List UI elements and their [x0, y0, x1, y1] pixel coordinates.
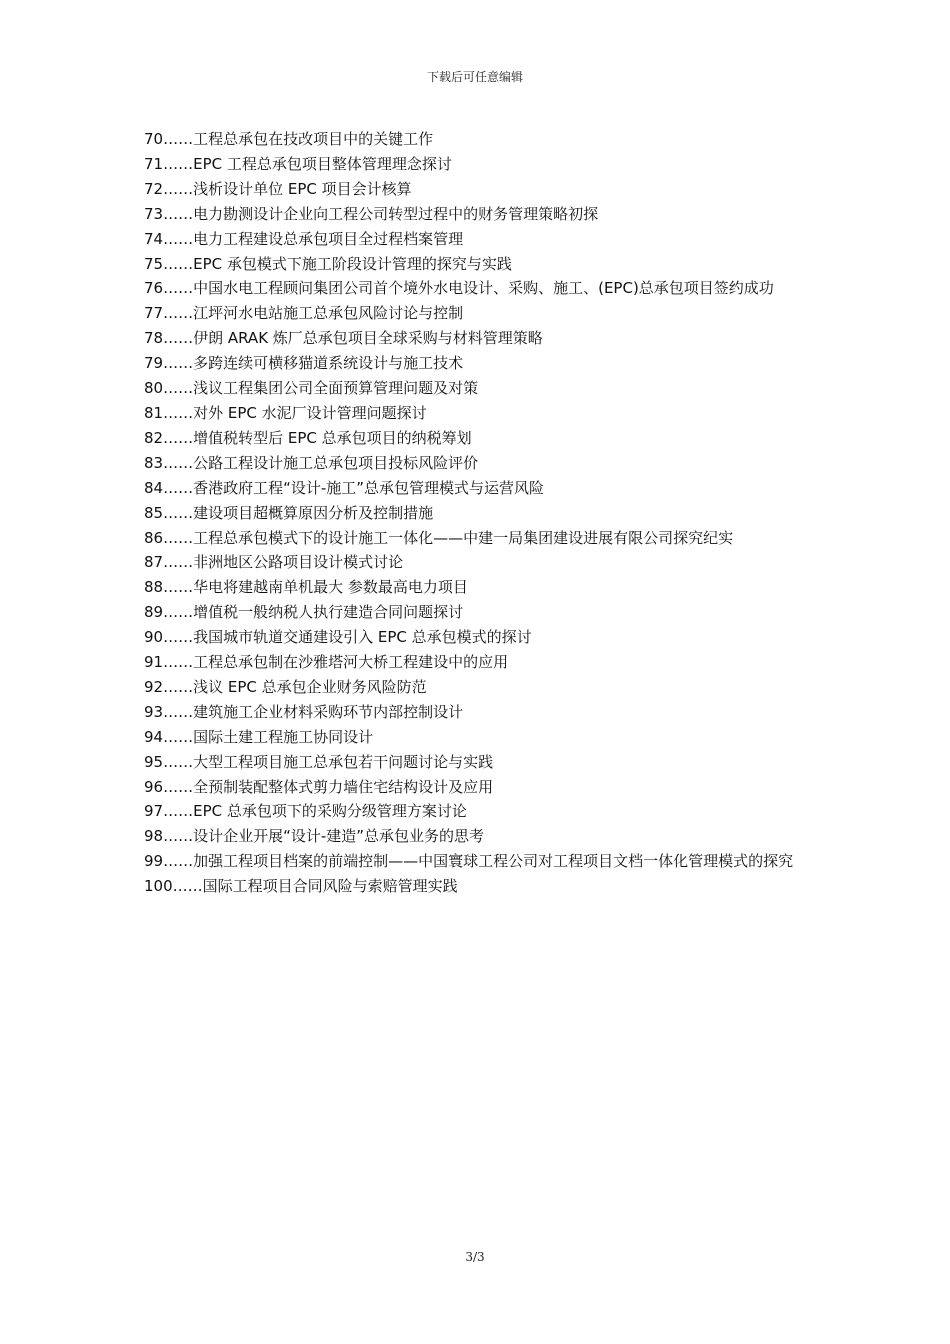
toc-item-97: 97……EPC 总承包项下的采购分级管理方案讨论	[144, 802, 467, 821]
toc-item-82: 82……增值税转型后 EPC 总承包项目的纳税筹划	[144, 428, 472, 447]
toc-item-70: 70……工程总承包在技改项目中的关键工作	[144, 130, 434, 148]
toc-item-80: 80……浅议工程集团公司全面预算管理问题及对策	[144, 379, 479, 398]
toc-item-74: 74……电力工程建设总承包项目全过程档案管理	[144, 229, 464, 248]
toc-item-79: 79……多跨连续可横移猫道系统设计与施工技术	[144, 354, 464, 373]
toc-item-96: 96……全预制装配整体式剪力墙住宅结构设计及应用	[144, 777, 494, 796]
toc-item-99: 99……加强工程项目档案的前端控制——中国寰球工程公司对工程项目文档一体化管理模式的探究	[144, 852, 794, 871]
toc-item-87: 87……非洲地区公路项目设计模式讨论	[144, 553, 404, 572]
toc-item-98: 98……设计企业开展“设计-建造”总承包业务的思考	[144, 827, 485, 846]
toc-item-95: 95……大型工程项目施工总承包若干问题讨论与实践	[144, 752, 494, 771]
toc-item-91: 91……工程总承包制在沙雅塔河大桥工程建设中的应用	[144, 653, 509, 672]
toc-item-90: 90……我国城市轨道交通建设引入 EPC 总承包模式的探讨	[144, 628, 532, 647]
toc-item-76: 76……中国水电工程顾问集团公司首个境外水电设计、采购、施工、(EPC)总承包项目签约成功	[144, 279, 774, 298]
page-number: 3/3	[465, 1250, 485, 1264]
toc-item-100: 100……国际工程项目合同风险与索赔管理实践	[144, 877, 458, 896]
toc-item-73: 73……电力勘测设计企业向工程公司转型过程中的财务管理策略初探	[144, 204, 599, 223]
toc-item-85: 85……建设项目超概算原因分析及控制措施	[144, 503, 434, 522]
toc-item-84: 84……香港政府工程“设计-施工”总承包管理模式与运营风险	[144, 478, 545, 497]
toc-item-92: 92……浅议 EPC 总承包企业财务风险防范	[144, 677, 427, 696]
toc-item-72: 72……浅析设计单位 EPC 项目会计核算	[144, 179, 412, 198]
toc-item-93: 93……建筑施工企业材料采购环节内部控制设计	[144, 702, 464, 721]
toc-item-77: 77……江坪河水电站施工总承包风险讨论与控制	[144, 304, 464, 323]
toc-item-89: 89……增值税一般纳税人执行建造合同问题探讨	[144, 603, 464, 622]
toc-item-78: 78……伊朗 ARAK 炼厂总承包项目全球采购与材料管理策略	[144, 329, 543, 348]
toc-item-86: 86……工程总承包模式下的设计施工一体化——中建一局集团建设进展有限公司探究纪实	[144, 528, 734, 547]
toc-item-94: 94……国际土建工程施工协同设计	[144, 727, 374, 746]
table-of-contents	[144, 127, 816, 899]
toc-item-81: 81……对外 EPC 水泥厂设计管理问题探讨	[144, 403, 427, 422]
toc-item-71: 71……EPC 工程总承包项目整体管理理念探讨	[144, 154, 452, 173]
toc-item-88: 88……华电将建越南单机最大 参数最高电力项目	[144, 578, 468, 597]
toc-item-75: 75……EPC 承包模式下施工阶段设计管理的探究与实践	[144, 254, 512, 273]
toc-item-83: 83……公路工程设计施工总承包项目投标风险评价	[144, 453, 479, 472]
page-header: 下载后可任意编辑	[426, 70, 523, 84]
